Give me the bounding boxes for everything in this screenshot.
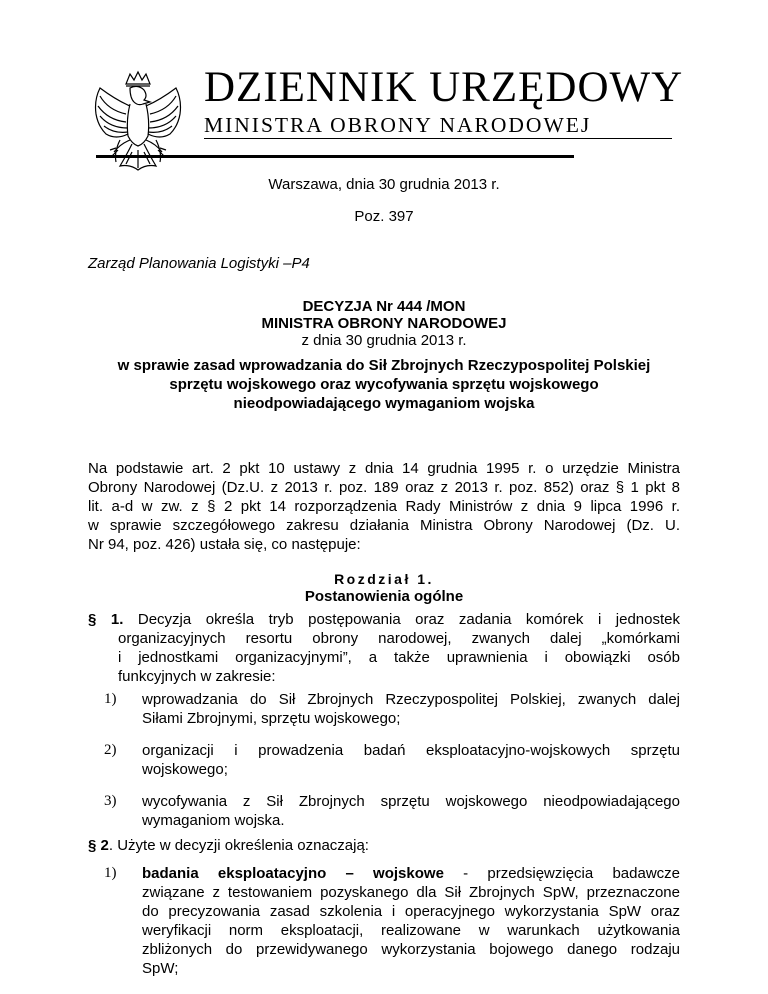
- item-text: wycofywania z Sił Zbrojnych sprzętu wojskowego nieodpowiadającego: [142, 793, 680, 810]
- section-text: funkcyjnych w zakresie:: [118, 668, 276, 685]
- section-marker: § 2: [88, 837, 109, 854]
- item-text: związane z testowaniem pozyskanego dla Sił Zbrojnych SpW, przeznaczone: [142, 884, 680, 901]
- item-number: 1): [104, 691, 117, 707]
- legal-basis-line: Obrony Narodowej (Dz.U. z 2013 r. poz. 189 oraz z 2013 r. poz. 852) oraz § 1 pkt 8: [88, 479, 680, 496]
- item-number: 3): [104, 793, 117, 809]
- journal-title: DZIENNIK URZĘDOWY: [204, 64, 684, 111]
- decision-heading: [0, 298, 768, 349]
- legal-basis-line: Nr 94, poz. 426) ustała się, co następuje:: [88, 536, 361, 553]
- decision-subject: [0, 356, 768, 413]
- section-2: [88, 836, 680, 855]
- decision-number: DECYZJA Nr 444 /MON: [302, 298, 466, 315]
- item-text: do precyzowania zasad szkolenia i operacyjnego wykorzystania SpW oraz: [142, 903, 680, 920]
- section-text: Decyzja określa tryb postępowania oraz zadania komórek i jednostek: [137, 611, 680, 628]
- item-text: organizacji i prowadzenia badań eksploatacyjno-wojskowych sprzętu: [142, 742, 680, 759]
- list-item: [104, 690, 680, 728]
- decision-date: z dnia 30 grudnia 2013 r.: [301, 332, 467, 349]
- item-text: wprowadzania do Sił Zbrojnych Rzeczypospolitej Polskiej, zwanych dalej: [142, 691, 680, 708]
- decision-issuer: MINISTRA OBRONY NARODOWEJ: [261, 315, 507, 332]
- list-item: [104, 864, 680, 978]
- item-text: wojskowego;: [142, 761, 228, 778]
- item-text: zbliżonych do przewidywanego wykorzystania bojowego danego rodzaju: [142, 941, 680, 958]
- item-text: weryfikacji norm eksploatacji, realizowane w warunkach użytkowania: [142, 922, 680, 939]
- place-date: Warszawa, dnia 30 grudnia 2013 r.: [268, 176, 500, 193]
- definition-term: badania eksploatacyjno – wojskowe: [142, 865, 444, 882]
- list-item: [104, 792, 680, 830]
- chapter-heading: [0, 570, 768, 606]
- list-item: [104, 741, 680, 779]
- legal-basis-line: lit. a-d w zw. z § 2 pkt 14 rozporządzenia Rady Ministrów z dnia 9 lipca 1996 r.: [88, 498, 680, 515]
- section-text: . Użyte w decyzji określenia oznaczają:: [108, 837, 369, 854]
- chapter-title: Postanowienia ogólne: [304, 588, 464, 605]
- item-text: SpW;: [142, 960, 179, 977]
- chapter-number: Rozdział 1.: [334, 571, 434, 587]
- subject-line: sprzętu wojskowego oraz wycofywania sprzętu wojskowego: [169, 376, 599, 393]
- legal-basis-line: w sprawie szczegółowego zakresu działania Ministra Obrony Narodowej (Dz. U.: [88, 517, 680, 534]
- item-text: wymaganiom wojska.: [142, 812, 285, 829]
- item-text: Siłami Zbrojnymi, sprzętu wojskowego;: [142, 710, 401, 727]
- item-number: 2): [104, 742, 117, 758]
- department: Zarząd Planowania Logistyki –P4: [88, 255, 310, 272]
- subject-line: nieodpowiadającego wymaganiom wojska: [233, 395, 535, 412]
- legal-basis-line: Na podstawie art. 2 pkt 10 ustawy z dnia 14 grudnia 1995 r. o urzędzie Ministra: [88, 460, 680, 477]
- section-marker: § 1.: [88, 611, 124, 628]
- position-number: Poz. 397: [354, 208, 414, 225]
- section-text: organizacyjnych resortu obrony narodowej, zwanych dalej „komórkami: [118, 630, 680, 647]
- item-number: 1): [104, 865, 117, 881]
- masthead-thin-rule: [204, 138, 672, 139]
- subject-line: w sprawie zasad wprowadzania do Sił Zbrojnych Rzeczypospolitej Polskiej: [117, 357, 651, 374]
- legal-basis: [88, 459, 680, 554]
- section-text: i jednostkami organizacyjnymi”, a także uprawnienia i obowiązki osób: [118, 649, 680, 666]
- masthead-thick-rule: [96, 155, 574, 158]
- item-text: - przedsięwzięcia badawcze: [443, 865, 680, 882]
- polish-eagle-emblem-icon: [86, 70, 190, 180]
- section-1: [88, 610, 680, 686]
- journal-subtitle: MINISTRA OBRONY NARODOWEJ: [204, 113, 592, 137]
